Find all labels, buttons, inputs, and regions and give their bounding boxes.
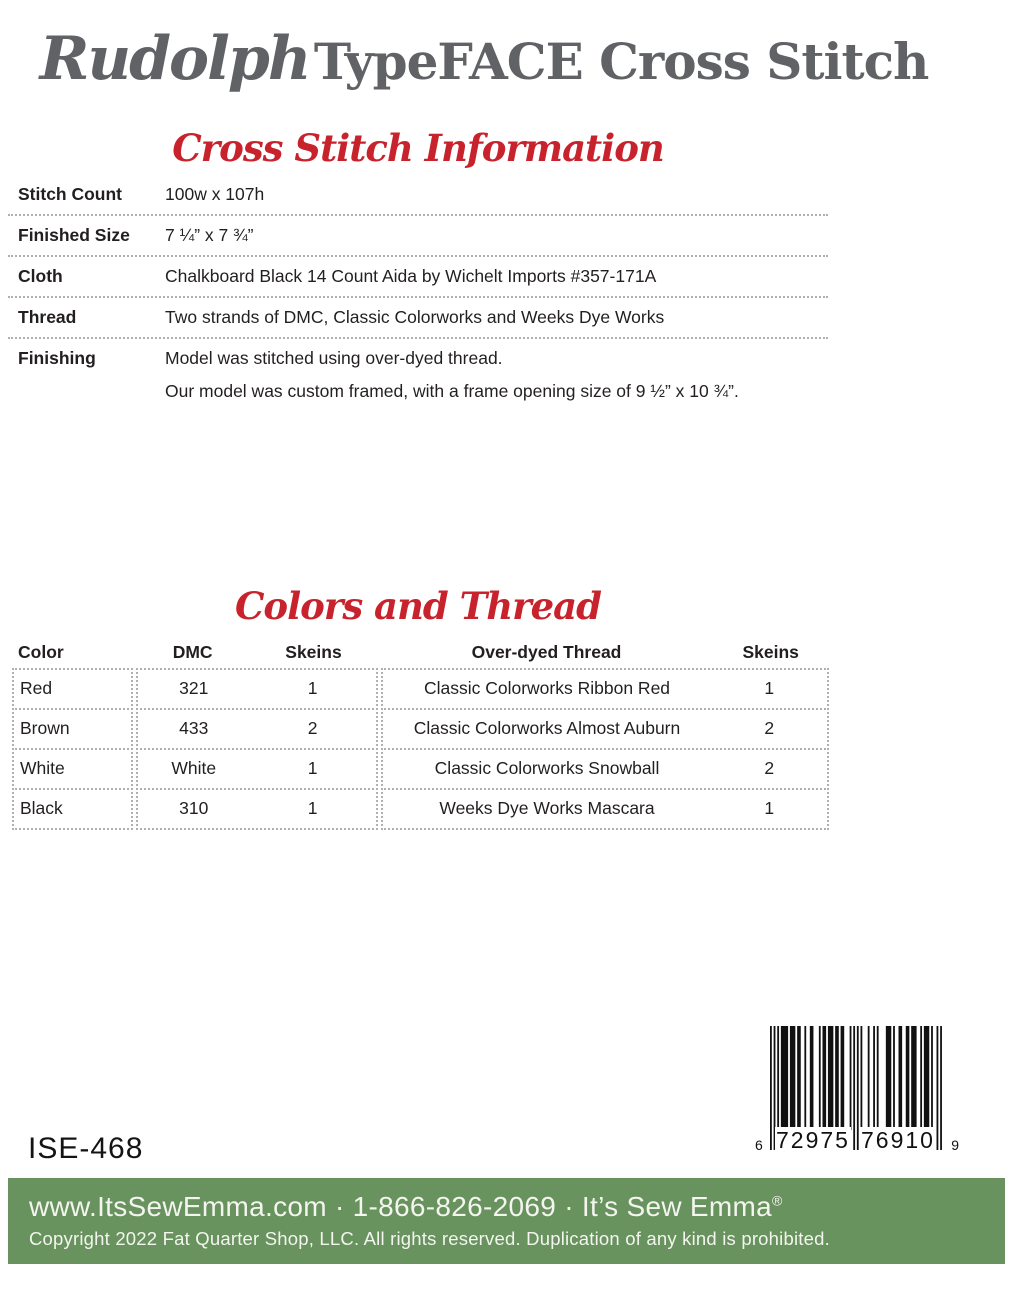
registered-mark: ® bbox=[772, 1192, 783, 1209]
skeins-value: 1 bbox=[307, 678, 318, 698]
info-label: Stitch Count bbox=[18, 184, 123, 204]
skeins-value: 1 bbox=[307, 758, 318, 778]
skeins2-value: 1 bbox=[764, 678, 775, 698]
colors-section-heading: Colors and Thread bbox=[234, 584, 601, 628]
dmc-value: White bbox=[171, 758, 217, 778]
info-section-heading: Cross Stitch Information bbox=[172, 126, 664, 170]
barcode bbox=[753, 1026, 959, 1160]
skeins2-value: 1 bbox=[764, 798, 775, 818]
overdyed-thread-value: Weeks Dye Works Mascara bbox=[439, 798, 655, 818]
info-table bbox=[8, 175, 828, 411]
footer-copyright-line: Copyright 2022 Fat Quarter Shop, LLC. All rights reserved. Duplication of any kind is prohibited. bbox=[29, 1228, 830, 1249]
footer-contact-text: www.ItsSewEmma.com · 1-866-826-2069 · It’s Sew Emma bbox=[29, 1191, 773, 1222]
info-value: Two strands of DMC, Classic Colorworks and Weeks Dye Works bbox=[165, 307, 665, 327]
dmc-skeins-cell bbox=[136, 708, 378, 750]
finishing-line1: Model was stitched using over-dyed thread. bbox=[165, 348, 503, 368]
colors-header-row bbox=[12, 642, 829, 663]
barcode-digit-right: 9 bbox=[951, 1137, 959, 1153]
header-overdyed-thread: Over-dyed Thread bbox=[471, 642, 622, 662]
dmc-value: 321 bbox=[179, 678, 209, 698]
barcode-digits-group2: 76910 bbox=[861, 1127, 935, 1153]
table-row bbox=[12, 788, 829, 830]
overdyed-skeins-cell bbox=[381, 788, 829, 830]
table-row bbox=[12, 708, 829, 750]
info-value: Chalkboard Black 14 Count Aida by Wichelt Imports #357-171A bbox=[165, 266, 657, 286]
overdyed-skeins-cell bbox=[381, 748, 829, 790]
info-row-stitch-count bbox=[8, 175, 828, 216]
dmc-skeins-cell bbox=[136, 788, 378, 830]
overdyed-thread-value: Classic Colorworks Almost Auburn bbox=[413, 718, 681, 738]
footer-contact-line bbox=[29, 1191, 1005, 1223]
info-value bbox=[165, 348, 828, 401]
finishing-line2: Our model was custom framed, with a frame opening size of 9 ½” x 10 ¾”. bbox=[165, 381, 739, 401]
colors-table bbox=[12, 642, 829, 830]
info-value: 7 ¼” x 7 ¾” bbox=[165, 225, 254, 245]
dmc-skeins-cell bbox=[136, 748, 378, 790]
overdyed-skeins-cell bbox=[381, 668, 829, 710]
color-cell: White bbox=[12, 748, 133, 790]
header-dmc-skeins bbox=[136, 642, 378, 663]
color-cell: Red bbox=[12, 668, 133, 710]
color-cell: Black bbox=[12, 788, 133, 830]
color-cell: Brown bbox=[12, 708, 133, 750]
info-label: Finished Size bbox=[18, 225, 130, 245]
table-row bbox=[12, 668, 829, 710]
overdyed-skeins-cell bbox=[381, 708, 829, 750]
header-skeins: Skeins bbox=[285, 642, 342, 662]
info-label: Finishing bbox=[18, 348, 96, 368]
info-row-cloth bbox=[8, 257, 828, 298]
title-script-word: Rudolph bbox=[39, 24, 310, 94]
info-label: Thread bbox=[18, 307, 77, 327]
skeins-value: 1 bbox=[307, 798, 318, 818]
dmc-value: 310 bbox=[179, 798, 209, 818]
info-value: 100w x 107h bbox=[165, 184, 265, 204]
product-code: ISE-468 bbox=[28, 1132, 144, 1165]
skeins2-value: 2 bbox=[764, 758, 775, 778]
footer-band bbox=[8, 1178, 1005, 1264]
header-skeins-2: Skeins bbox=[742, 642, 799, 662]
overdyed-thread-value: Classic Colorworks Ribbon Red bbox=[423, 678, 671, 698]
skeins-value: 2 bbox=[307, 718, 318, 738]
header-overdyed-skeins bbox=[381, 642, 829, 663]
table-row bbox=[12, 748, 829, 790]
dmc-skeins-cell bbox=[136, 668, 378, 710]
page-title bbox=[0, 24, 968, 94]
info-row-finished-size bbox=[8, 216, 828, 257]
barcode-digits-group1: 72975 bbox=[776, 1127, 850, 1153]
dmc-value: 433 bbox=[179, 718, 209, 738]
header-dmc: DMC bbox=[172, 642, 213, 662]
info-row-thread bbox=[8, 298, 828, 339]
header-color: Color bbox=[18, 642, 64, 662]
skeins2-value: 2 bbox=[764, 718, 775, 738]
title-main-text: TypeFACE Cross Stitch bbox=[313, 32, 929, 91]
overdyed-thread-value: Classic Colorworks Snowball bbox=[434, 758, 660, 778]
info-label: Cloth bbox=[18, 266, 63, 286]
info-row-finishing bbox=[8, 339, 828, 411]
barcode-digit-left: 6 bbox=[755, 1137, 763, 1153]
